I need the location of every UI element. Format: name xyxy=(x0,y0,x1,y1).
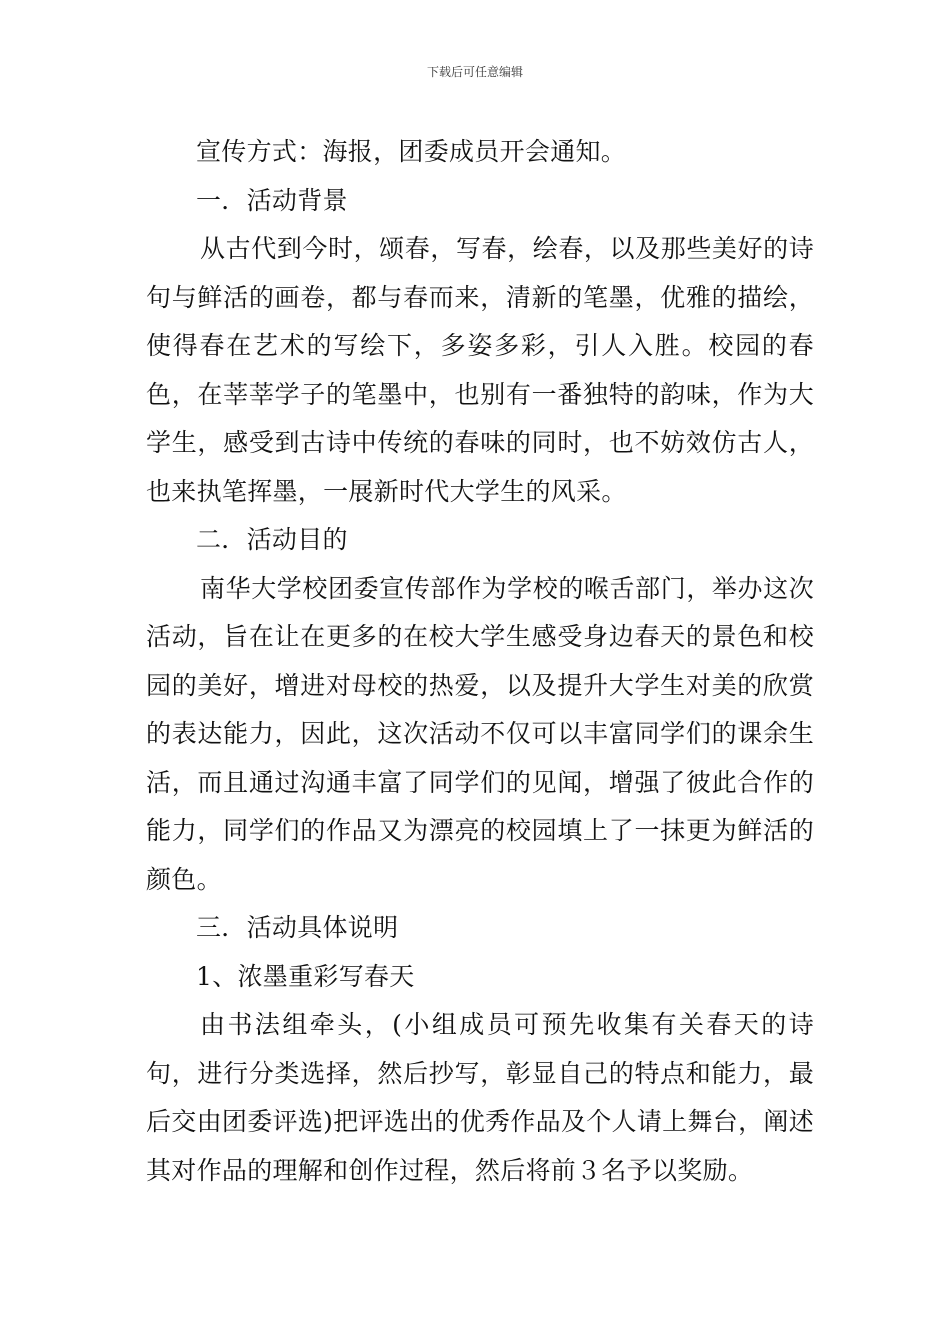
publicity-line: 宣传方式：海报，团委成员开会通知。 xyxy=(196,137,627,166)
paragraph-purpose: 南华大学校团委宣传部作为学校的喉舌部门，举办这次活动，旨在让在更多的在校大学生感受身边春天的景色和校园的美好，增进对母校的热爱，以及提升大学生对美的欣赏的表达能力，因此，这次活动不仅可以丰富同学们的课余生活，而且通过沟通丰富了同学们的见闻，增强了彼此合作的能力，同学们的作品又为漂亮的校园填上了一抹更为鲜活的颜色。 xyxy=(146,573,814,894)
item-heading-calligraphy: 1、浓墨重彩写春天 xyxy=(196,961,415,991)
section-heading-purpose: 二．活动目的 xyxy=(196,525,348,554)
page-header: 下载后可任意编辑 xyxy=(426,65,523,79)
paragraph-background: 从古代到今时，颂春，写春，绘春，以及那些美好的诗句与鲜活的画卷，都与春而来，清新的笔墨，优雅的描绘，使得春在艺术的写绘下，多姿多彩，引人入胜。校园的春色，在莘莘学子的笔墨中，也别有一番独特的韵味，作为大学生，感受到古诗中传统的春味的同时，也不妨效仿古人，也来执笔挥墨，一展新时代大学生的风采。 xyxy=(146,234,814,506)
paragraph-calligraphy: 由书法组牵头，(小组成员可预先收集有关春天的诗句，进行分类选择，然后抄写，彰显自己的特点和能力，最后交由团委评选)把评选出的优秀作品及个人请上舞台，阐述其对作品的理解和创作过程，然后将前３名予以奖励。 xyxy=(146,1010,814,1185)
document-body xyxy=(146,128,814,1195)
section-heading-details: 三．活动具体说明 xyxy=(196,913,399,942)
section-heading-background: 一．活动背景 xyxy=(196,185,348,215)
